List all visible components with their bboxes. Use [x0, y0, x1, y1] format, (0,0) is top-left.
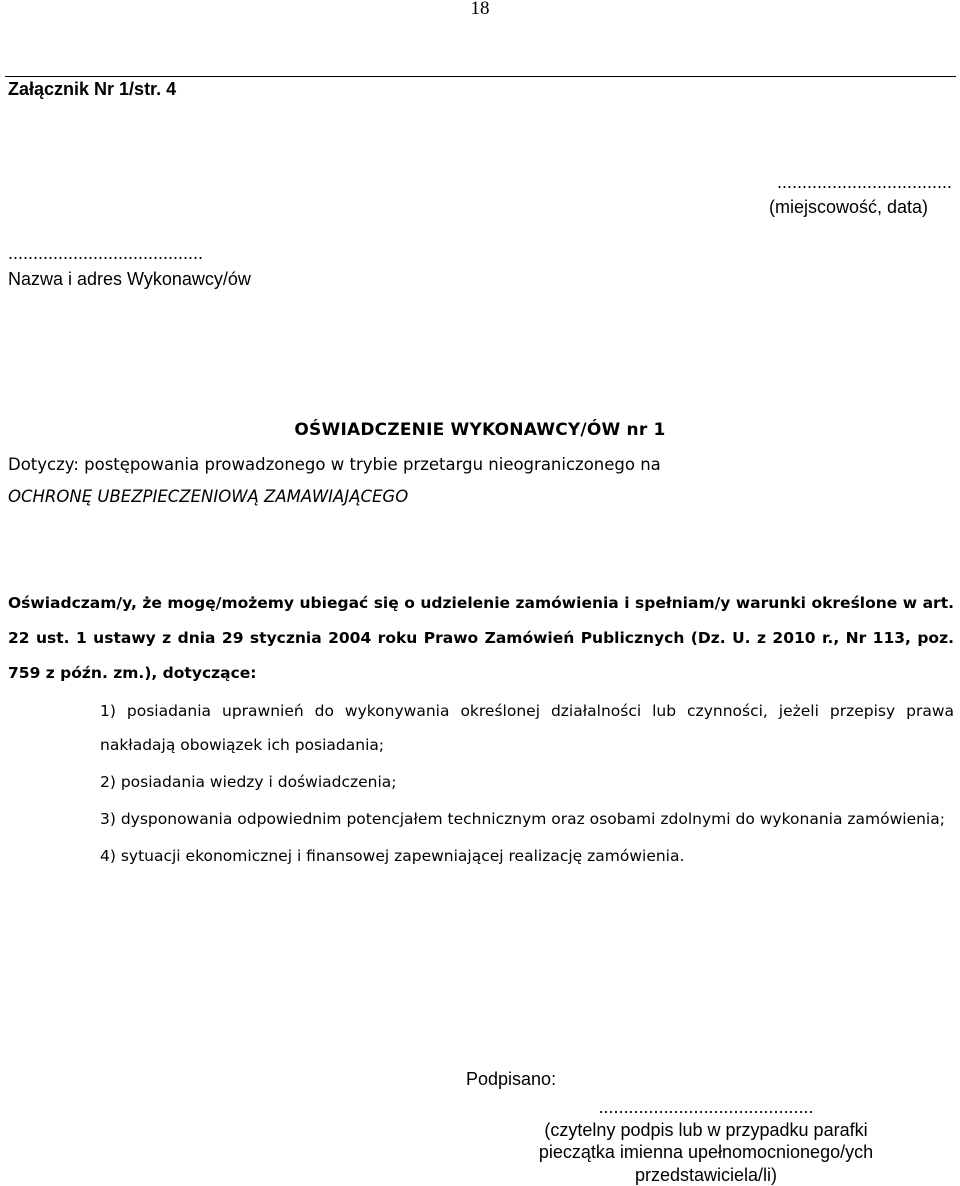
annex-label: Załącznik Nr 1/str. 4 — [8, 79, 176, 100]
document-title: OŚWIADCZENIE WYKONAWCY/ÓW nr 1 — [0, 420, 960, 440]
signed-label: Podpisano: — [466, 1069, 556, 1090]
signature-dots: ........................................... — [520, 1096, 892, 1119]
signature-caption-line: przedstawiciela/li) — [520, 1164, 892, 1186]
concerns-line: Dotyczy: postępowania prowadzonego w trybie przetargu nieograniczonego na — [8, 455, 661, 474]
condition-item: 1) posiadania uprawnień do wykonywania określonej działalności lub czynności, jeżeli przepisy prawa nakładają obowiązek ich posiadania; — [100, 694, 954, 762]
place-date-dots: ................................... — [777, 172, 952, 193]
contractor-label: Nazwa i adres Wykonawcy/ów — [8, 269, 251, 290]
condition-item: 3) dysponowania odpowiednim potencjałem technicznym oraz osobami zdolnymi do wykonania zamówienia; — [100, 802, 954, 836]
header-divider — [5, 76, 956, 77]
signature-caption-line: pieczątka imienna upełnomocnionego/ych — [520, 1141, 892, 1164]
page-number: 18 — [0, 0, 960, 20]
procurement-subject: OCHRONĘ UBEZPIECZENIOWĄ ZAMAWIAJĄCEGO — [8, 487, 408, 506]
conditions-list — [100, 694, 954, 876]
signature-block — [520, 1096, 892, 1186]
signature-caption-line: (czytelny podpis lub w przypadku parafki — [520, 1119, 892, 1142]
condition-item: 2) posiadania wiedzy i doświadczenia; — [100, 765, 954, 799]
declaration-paragraph: Oświadczam/y, że mogę/możemy ubiegać się o udzielenie zamówienia i spełniam/y warunki określone w art. 22 ust. 1 ustawy z dnia 29 stycznia 2004 roku Prawo Zamówień Publicznych (Dz. U. z 2010 r., Nr 113, poz. 759 z późn. zm.), dotyczące: — [8, 586, 954, 691]
condition-item: 4) sytuacji ekonomicznej i finansowej zapewniającej realizację zamówienia. — [100, 839, 954, 873]
contractor-dots: ....................................... — [8, 243, 203, 264]
place-date-label: (miejscowość, data) — [769, 197, 928, 218]
